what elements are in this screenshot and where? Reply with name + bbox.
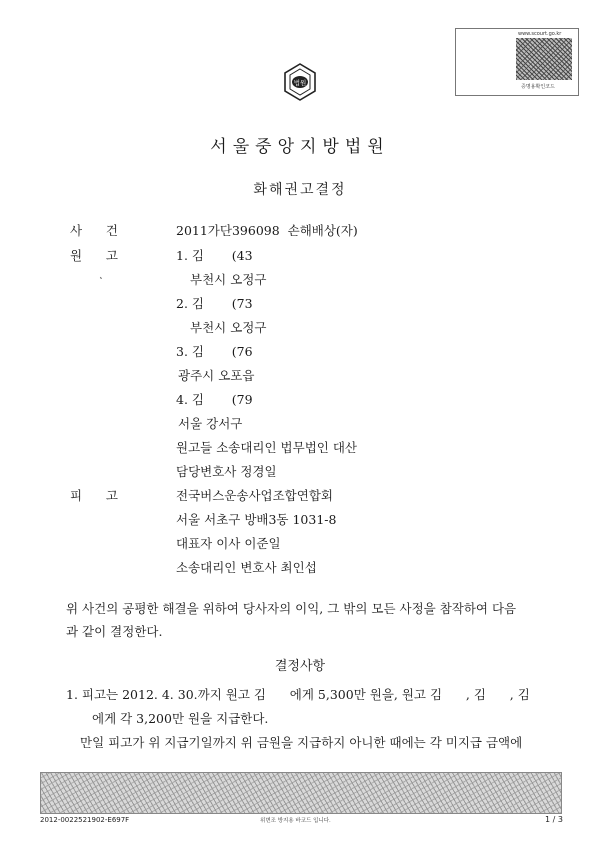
verification-url: www.scourt.go.kr: [518, 31, 562, 37]
plaintiff-2-address: 부천시 오정구: [190, 320, 267, 335]
qr-code-icon: [516, 38, 572, 80]
decision-item-1-line-3: 만일 피고가 위 지급기일까지 위 금원을 지급하지 아니한 때에는 각 미지급 금액에: [80, 735, 523, 750]
document-title: 화해권고결정: [253, 182, 347, 198]
anti-forgery-barcode: [40, 772, 562, 814]
plaintiff-3-address: 광주시 오포읍: [178, 368, 255, 383]
plaintiff-4-address: 서울 강서구: [178, 416, 243, 431]
plaintiff-1-name: 1. 김 (43: [176, 248, 253, 263]
document-code: 2012-0022521902-E697F: [40, 816, 130, 824]
defendant-label: 피 고: [70, 488, 118, 503]
page-number: 1 / 3: [545, 815, 563, 824]
defendant-representative: 대표자 이사 이준일: [176, 536, 281, 551]
defendant-address: 서울 서초구 방배3동 1031-8: [176, 512, 337, 527]
plaintiff-attorney: 담당변호사 정경일: [176, 464, 277, 479]
decision-item-1-line-2: 에게 각 3,200만 원을 지급한다.: [92, 711, 269, 726]
plaintiff-mark: ㆍ: [96, 274, 106, 285]
plaintiff-4-name: 4. 김 (79: [176, 392, 253, 407]
barcode-notice: 위변조 방지용 바코드 입니다.: [260, 818, 331, 824]
plaintiff-2-name: 2. 김 (73: [176, 296, 253, 311]
case-label: 사 건: [70, 223, 118, 238]
decision-title: 결정사항: [274, 659, 326, 674]
plaintiff-label: 원 고: [70, 248, 118, 263]
intro-line-2: 과 같이 결정한다.: [66, 624, 163, 639]
defendant-counsel: 소송대리인 변호사 최인섭: [176, 560, 317, 575]
decision-item-1-line-1: 1. 피고는 2012. 4. 30.까지 원고 김 에게 5,300만 원을, 원고 김 , 김 , 김: [66, 687, 530, 702]
case-number: 2011가단396098 손해배상(자): [176, 223, 358, 238]
plaintiff-1-address: 부천시 오정구: [190, 272, 267, 287]
court-seal-icon: [282, 62, 318, 102]
verification-caption: 증명용확인코드: [521, 84, 555, 90]
defendant-name: 전국버스운송사업조합연합회: [176, 488, 333, 503]
court-name: 서울중앙지방법원: [210, 137, 390, 157]
plaintiff-3-name: 3. 김 (76: [176, 344, 253, 359]
seal-text: 법원: [293, 79, 307, 87]
plaintiff-counsel: 원고들 소송대리인 법무법인 대산: [176, 440, 357, 455]
intro-line-1: 위 사건의 공평한 해결을 위하여 당사자의 이익, 그 밖의 모든 사정을 참작하여 다음: [66, 601, 517, 616]
